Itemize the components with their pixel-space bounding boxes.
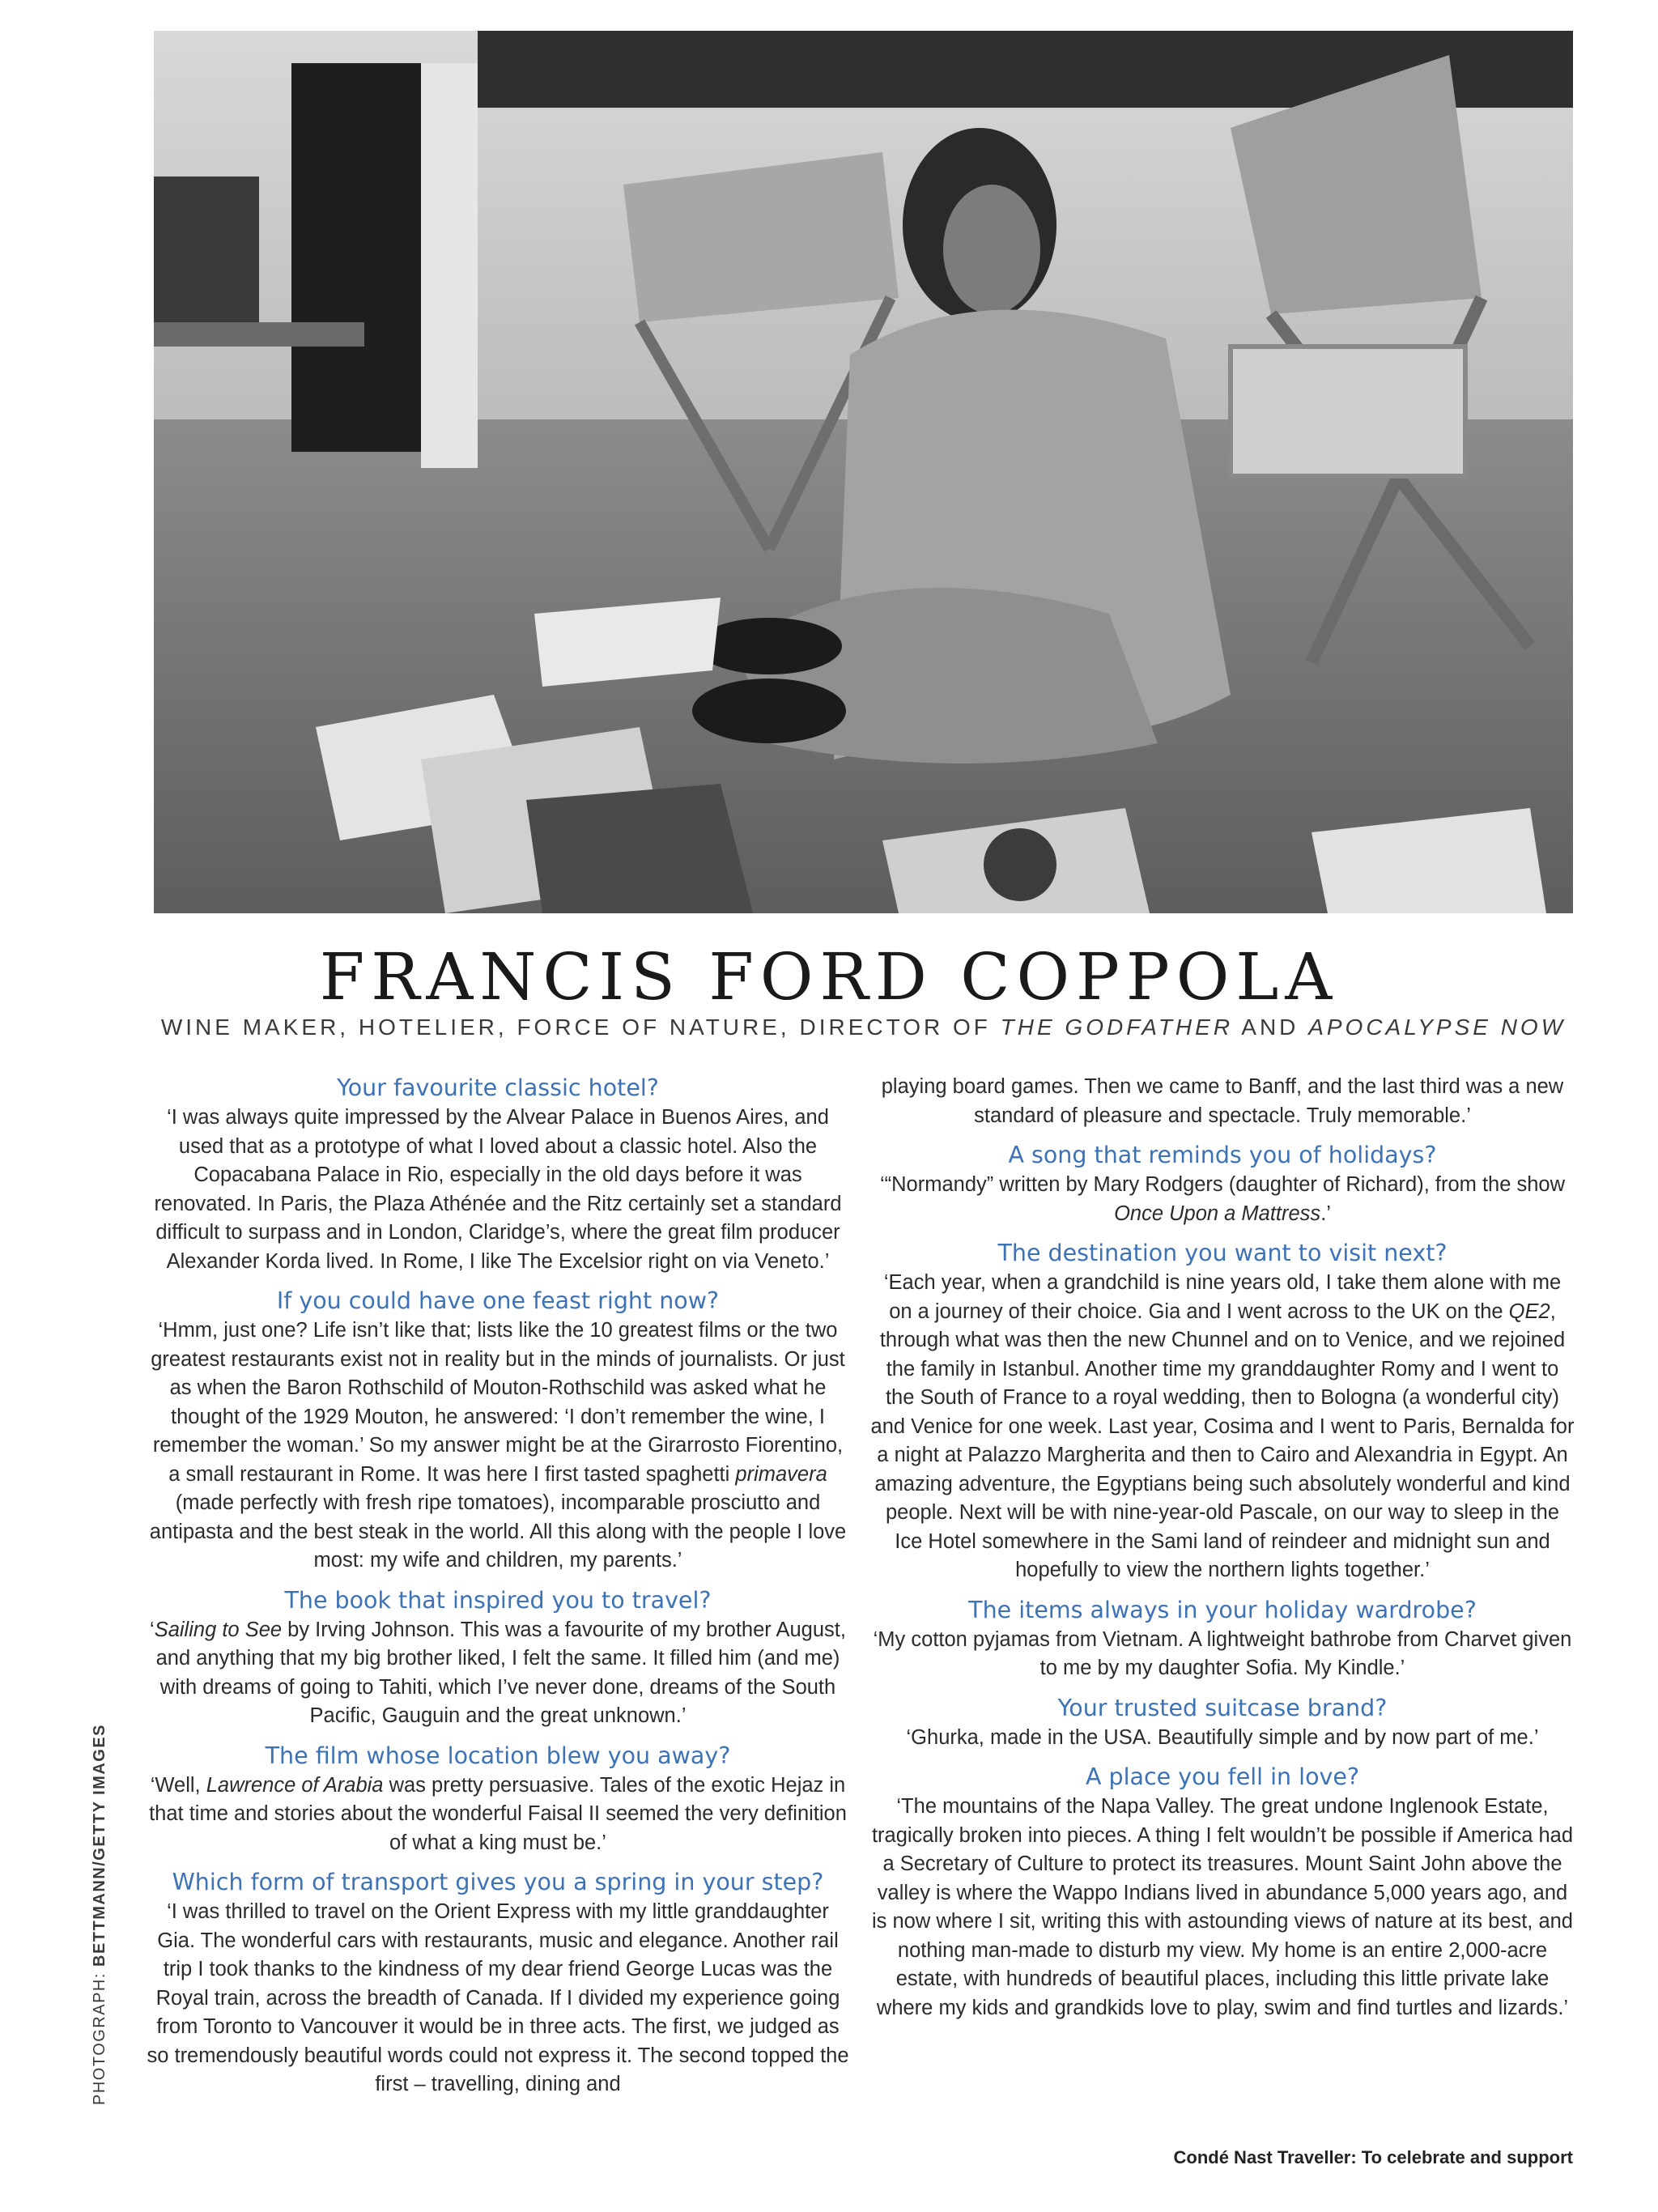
question-heading: Your trusted suitcase brand? [1057, 1694, 1388, 1721]
question-heading: The film whose location blew you away? [265, 1742, 731, 1769]
question-heading: Your favourite classic hotel? [337, 1074, 659, 1101]
question-heading: A song that reminds you of holidays? [1008, 1142, 1437, 1168]
question-heading: The book that inspired you to travel? [284, 1586, 712, 1614]
page-subtitle: WINE MAKER, HOTELIER, FORCE OF NATURE, DIRECTOR OF THE GODFATHER AND APOCALYPSE NOW [160, 1015, 1567, 1040]
answer-text: ‘Well, Lawrence of Arabia was pretty persuasive. Tales of the exotic Hejaz in that time and stories about the wonderful Faisal II seemed the very definition of what a king must be.’ [149, 1773, 847, 1854]
qa-column-left [146, 1073, 850, 2109]
answer-text: ‘I was thrilled to travel on the Orient Express with my little granddaughter Gia. The wonderful cars with restaurants, music and elegance. Another rail trip I took thanks to the kindness of my dear friend George Lucas was the Royal train, across the breadth of Canada. If I divided my experience going from Toronto to Vancouver it would be in three acts. The first, we judged as so tremendously beautiful words could not express it. The second topped the first – travelling, dining and [147, 1900, 849, 2095]
question-heading: If you could have one feast right now? [276, 1287, 720, 1314]
answer-continuation: playing board games. Then we came to Banff, and the last third was a new standard of pleasure and spectacle. Truly memorable.’ [881, 1075, 1564, 1127]
answer-text: ‘Hmm, just one? Life isn’t like that; lists like the 10 greatest films or the two greatest restaurants exist not in reality but in the minds of journalists. Or just as when the Baron Rothschild of Mouton-Rothschild was asked what he thought of the 1929 Mouton, he answered: ‘I don’t remember the wine, I remember the woman.’ So my answer might be at the Girarrosto Fiorentino, a small restaurant in Rome. It was here I first tasted spaghetti primavera (made perfectly with fresh ripe tomatoes), incomparable prosciutto and antipasta and the best steak in the world. All this along with the people I love most: my wife and children, my parents.’ [149, 1319, 847, 1572]
answer-text: ‘My cotton pyjamas from Vietnam. A lightweight bathrobe from Charvet given to me by my daughter Sofia. My Kindle.’ [873, 1627, 1572, 1679]
question-heading: The items always in your holiday wardrobe? [968, 1596, 1477, 1623]
answer-text: ‘Ghurka, made in the USA. Beautifully simple and by now part of me.’ [906, 1725, 1539, 1749]
question-heading: Which form of transport gives you a spring in your step? [172, 1869, 824, 1895]
qa-column-right [870, 1073, 1575, 2032]
hero-photo [154, 31, 1573, 913]
photo-credit: PHOTOGRAPH: BETTMANN/GETTY IMAGES [91, 1723, 108, 2105]
footer-tagline: Condé Nast Traveller: To celebrate and support [1173, 2147, 1573, 2167]
answer-text: ‘The mountains of the Napa Valley. The great undone Inglenook Estate, tragically broken into pieces. A thing I felt wouldn’t be possible if America had a Secretary of Culture to protect its treasures. Mount Saint John above the valley is where the Wappo Indians lived in abundance 5,000 years ago, and is now where I sit, writing this with astounding views of nature at its best, and nothing man-made to disturb my view. My home is an entire 2,000-acre estate, with hundreds of beautiful places, including this little private lake where my kids and grandkids love to play, swim and find turtles and lizards.’ [871, 1795, 1574, 2019]
answer-text: ‘Each year, when a grandchild is nine years old, I take them alone with me on a journey of their choice. Gia and I went across to the UK on the QE2, through what was then the new Chunnel and on to Venice, and we rejoined the family in Istanbul. Another time my granddaughter Romy and I went to the South of France to a royal wedding, then to Bologna (a wonderful city) and Venice for one week. Last year, Cosima and I went to Paris, Bernalda for a night at Palazzo Margherita and then to Cairo and Alexandria in Egypt. An amazing adventure, the Egyptians being such absolutely wonderful and kind people. Next will be with nine-year-old Pascale, on our way to sleep in the Ice Hotel somewhere in the Sami land of reindeer and midnight sun and hopefully to view the northern lights together.’ [870, 1271, 1575, 1581]
answer-text: ‘Sailing to See by Irving Johnson. This was a favourite of my brother August, and anything that my big brother liked, I felt the same. It filled him (and me) with dreams of going to Tahiti, which I’ve never done, dreams of the South Pacific, Gauguin and the great unknown.’ [150, 1618, 846, 1727]
answer-text: ‘I was always quite impressed by the Alvear Palace in Buenos Aires, and used that as a prototype of what I loved about a classic hotel. Also the Copacabana Palace in Rio, especially in the old days before it was renovated. In Paris, the Plaza Athénée and the Ritz certainly set a standard difficult to surpass and in London, Claridge’s, where the great film producer Alexander Korda lived. In Rome, I like The Excelsior right on via Veneto.’ [154, 1106, 842, 1273]
page-title: FRANCIS FORD COPPOLA [319, 939, 1339, 1015]
question-heading: The destination you want to visit next? [997, 1240, 1448, 1266]
answer-text: ‘“Normandy” written by Mary Rodgers (daughter of Richard), from the show Once Upon a Mattress.’ [879, 1173, 1566, 1225]
photo-francis-coppola-icon [154, 31, 1573, 913]
question-heading: A place you fell in love? [1085, 1763, 1360, 1790]
